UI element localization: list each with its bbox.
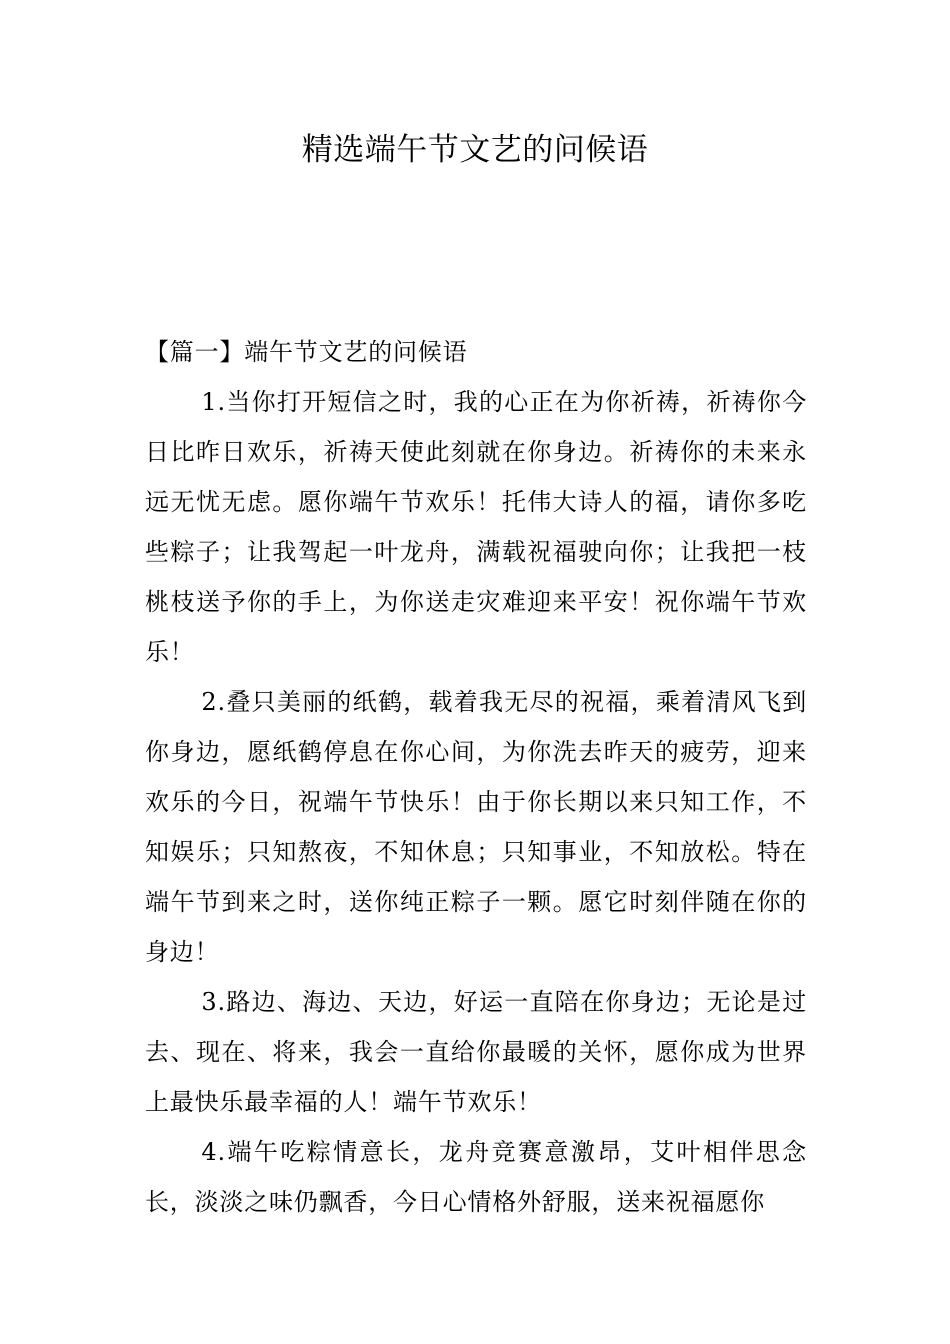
section-heading: 【篇一】端午节文艺的问候语 — [145, 338, 468, 366]
document-title: 精选端午节文艺的问候语 — [301, 132, 649, 168]
document-body — [145, 327, 807, 1227]
paragraph-4: 4.端午吃粽情意长，龙舟竞赛意激昂，艾叶相伴思念长，淡淡之味仍飘香，今日心情格外舒服，送来祝福愿你 — [145, 1138, 807, 1216]
paragraph-2: 2.叠只美丽的纸鹤，载着我无尽的祝福，乘着清风飞到你身边，愿纸鹤停息在你心间，为你洗去昨天的疲劳，迎来欢乐的今日，祝端午节快乐！由于你长期以来只知工作，不知娱乐；只知熬夜，不知休息；只知事业，不知放松。特在端午节到来之时，送你纯正粽子一颗。愿它时刻伴随在你的身边！ — [145, 688, 807, 966]
paragraph-3: 3.路边、海边、天边，好运一直陪在你身边；无论是过去、现在、将来，我会一直给你最暖的关怀，愿你成为世界上最快乐最幸福的人！端午节欢乐！ — [145, 988, 807, 1116]
paragraph-1: 1.当你打开短信之时，我的心正在为你祈祷，祈祷你今日比昨日欢乐，祈祷天使此刻就在你身边。祈祷你的未来永远无忧无虑。愿你端午节欢乐！托伟大诗人的福，请你多吃些粽子；让我驾起一叶龙舟，满载祝福驶向你；让我把一枝桃枝送予你的手上，为你送走灾难迎来平安！祝你端午节欢乐！ — [145, 388, 807, 666]
